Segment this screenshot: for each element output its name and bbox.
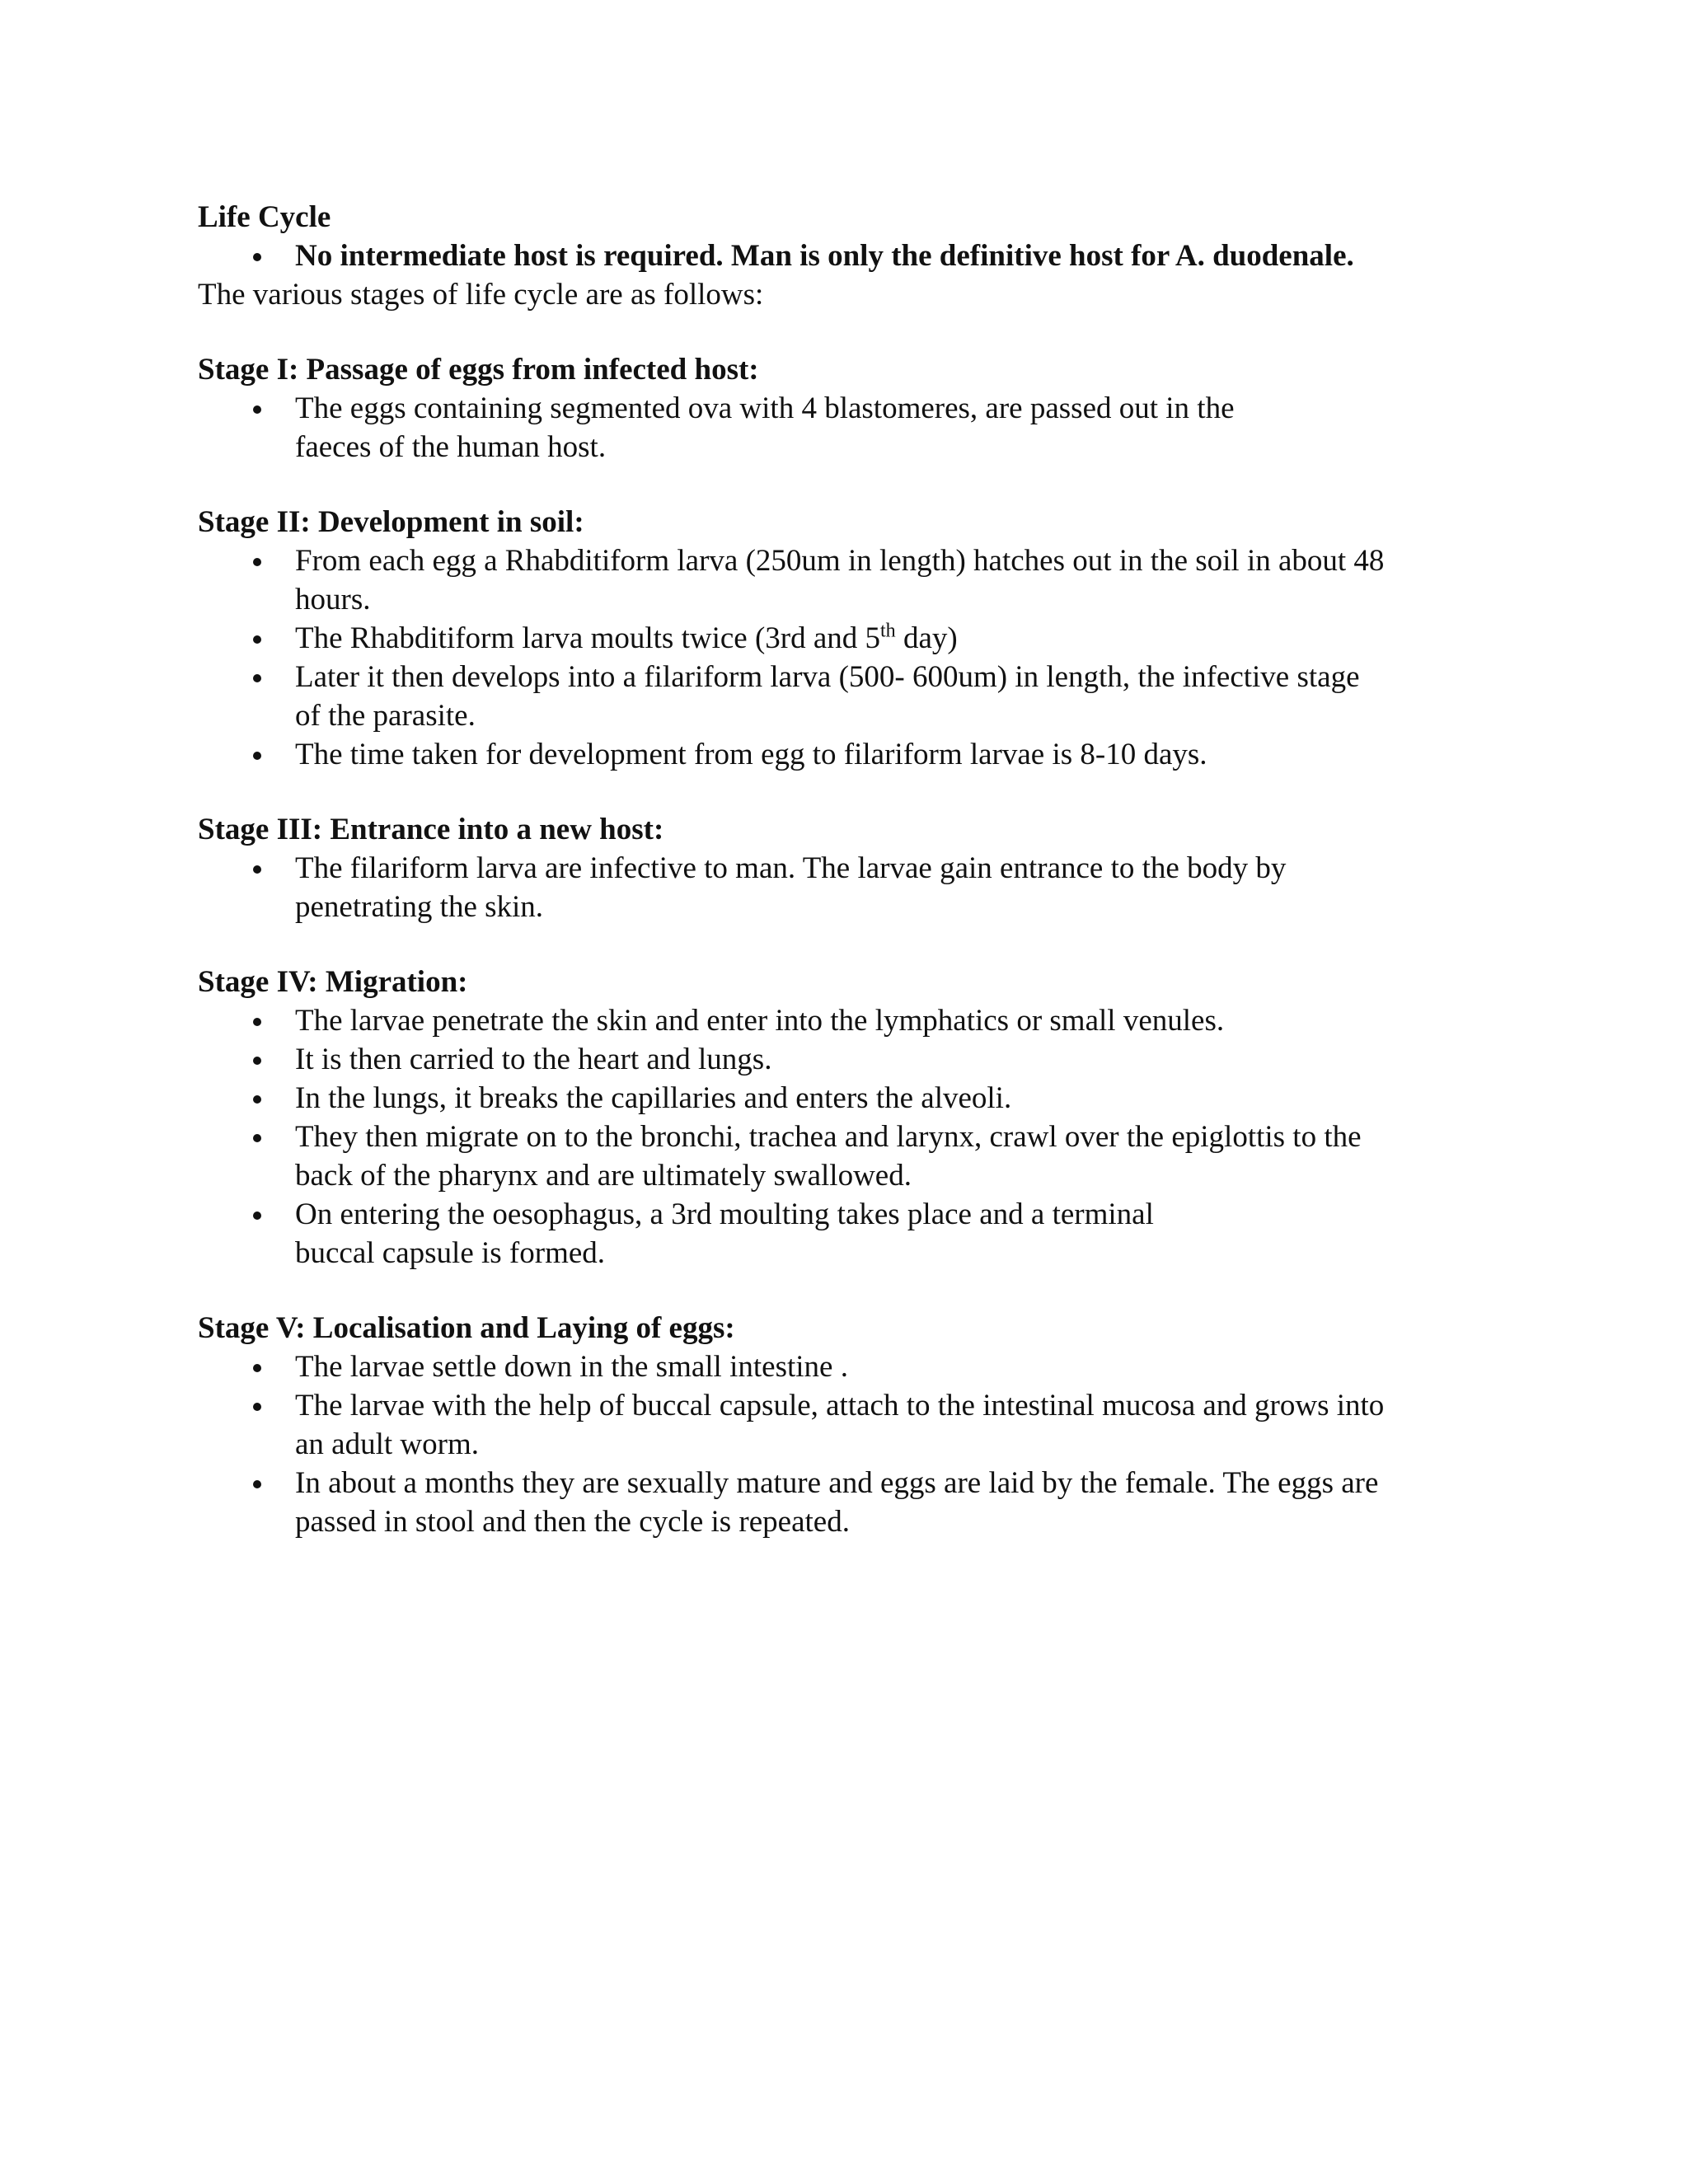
item-line: The larvae penetrate the skin and enter into the lymphatics or small venules. (295, 1004, 1225, 1038)
stage-list (198, 1001, 1484, 1272)
list-item (198, 1347, 1484, 1386)
list-item (198, 1386, 1484, 1464)
stage-heading: Stage III: Entrance into a new host: (198, 813, 664, 846)
list-item (198, 237, 1484, 275)
bullet-icon (249, 389, 265, 428)
bullet-icon (249, 541, 265, 580)
item-line: an adult worm. (295, 1427, 479, 1461)
bullet-icon (249, 1386, 265, 1425)
page-title: Life Cycle (198, 200, 331, 234)
bullet-icon (249, 1195, 265, 1234)
list-item (198, 1040, 1484, 1079)
item-line: The Rhabditiform larva moults twice (3rd and 5th day) (295, 620, 958, 655)
item-line: They then migrate on to the bronchi, trachea and larynx, crawl over the epiglottis to the (295, 1120, 1362, 1154)
stage-list (198, 541, 1484, 774)
bullet-icon (249, 1001, 265, 1040)
item-line: In the lungs, it breaks the capillaries and enters the alveoli. (295, 1081, 1012, 1115)
item-line: The larvae with the help of buccal capsule, attach to the intestinal mucosa and grows into (295, 1389, 1385, 1422)
bullet-icon (249, 237, 265, 275)
stage-list (198, 389, 1484, 466)
intro-text: The various stages of life cycle are as follows: (198, 278, 764, 312)
item-line: The eggs containing segmented ova with 4 blastomeres, are passed out in the (295, 391, 1235, 425)
item-line: hours. (295, 583, 371, 616)
bullet-icon (249, 658, 265, 696)
stage-heading: Stage II: Development in soil: (198, 505, 584, 539)
intro-bullet-text: No intermediate host is required. Man is only the definitive host for A. duodenale. (295, 239, 1354, 273)
list-item (198, 619, 1484, 658)
document-page (198, 198, 1484, 1541)
bullet-icon (249, 1079, 265, 1118)
stage-heading: Stage IV: Migration: (198, 965, 468, 999)
stage-heading: Stage I: Passage of eggs from infected host: (198, 353, 759, 387)
intro-list (198, 237, 1484, 275)
stage-list (198, 1347, 1484, 1541)
list-item (198, 1001, 1484, 1040)
list-item (198, 541, 1484, 619)
item-line: The larvae settle down in the small intestine . (295, 1350, 848, 1384)
bullet-icon (249, 1464, 265, 1502)
list-item (198, 1195, 1484, 1272)
item-line: The time taken for development from egg to filariform larvae is 8-10 days. (295, 738, 1207, 771)
list-item (198, 1118, 1484, 1195)
item-line: The filariform larva are infective to man. The larvae gain entrance to the body by (295, 851, 1287, 885)
list-item (198, 1079, 1484, 1118)
list-item (198, 1464, 1484, 1541)
list-item (198, 658, 1484, 735)
list-item (198, 849, 1484, 926)
stage-list (198, 849, 1484, 926)
bullet-icon (249, 1118, 265, 1156)
bullet-icon (249, 1040, 265, 1079)
item-line: It is then carried to the heart and lungs. (295, 1043, 772, 1076)
item-line: buccal capsule is formed. (295, 1236, 606, 1270)
list-item (198, 389, 1484, 466)
item-line: faeces of the human host. (295, 430, 607, 464)
item-line: passed in stool and then the cycle is repeated. (295, 1505, 850, 1539)
bullet-icon (249, 1347, 265, 1386)
item-line: In about a months they are sexually mature and eggs are laid by the female. The eggs are (295, 1466, 1379, 1500)
bullet-icon (249, 735, 265, 774)
superscript: th (880, 620, 896, 642)
item-line: back of the pharynx and are ultimately swallowed. (295, 1159, 912, 1193)
bullet-icon (249, 619, 265, 658)
item-line: Later it then develops into a filariform larva (500- 600um) in length, the infective stage (295, 660, 1360, 694)
list-item (198, 735, 1484, 774)
item-line: penetrating the skin. (295, 890, 544, 924)
bullet-icon (249, 849, 265, 888)
item-line: From each egg a Rhabditiform larva (250um in length) hatches out in the soil in about 48 (295, 544, 1385, 578)
item-line: of the parasite. (295, 699, 476, 733)
stage-heading: Stage V: Localisation and Laying of eggs: (198, 1311, 735, 1345)
item-line: On entering the oesophagus, a 3rd moulting takes place and a terminal (295, 1197, 1154, 1231)
